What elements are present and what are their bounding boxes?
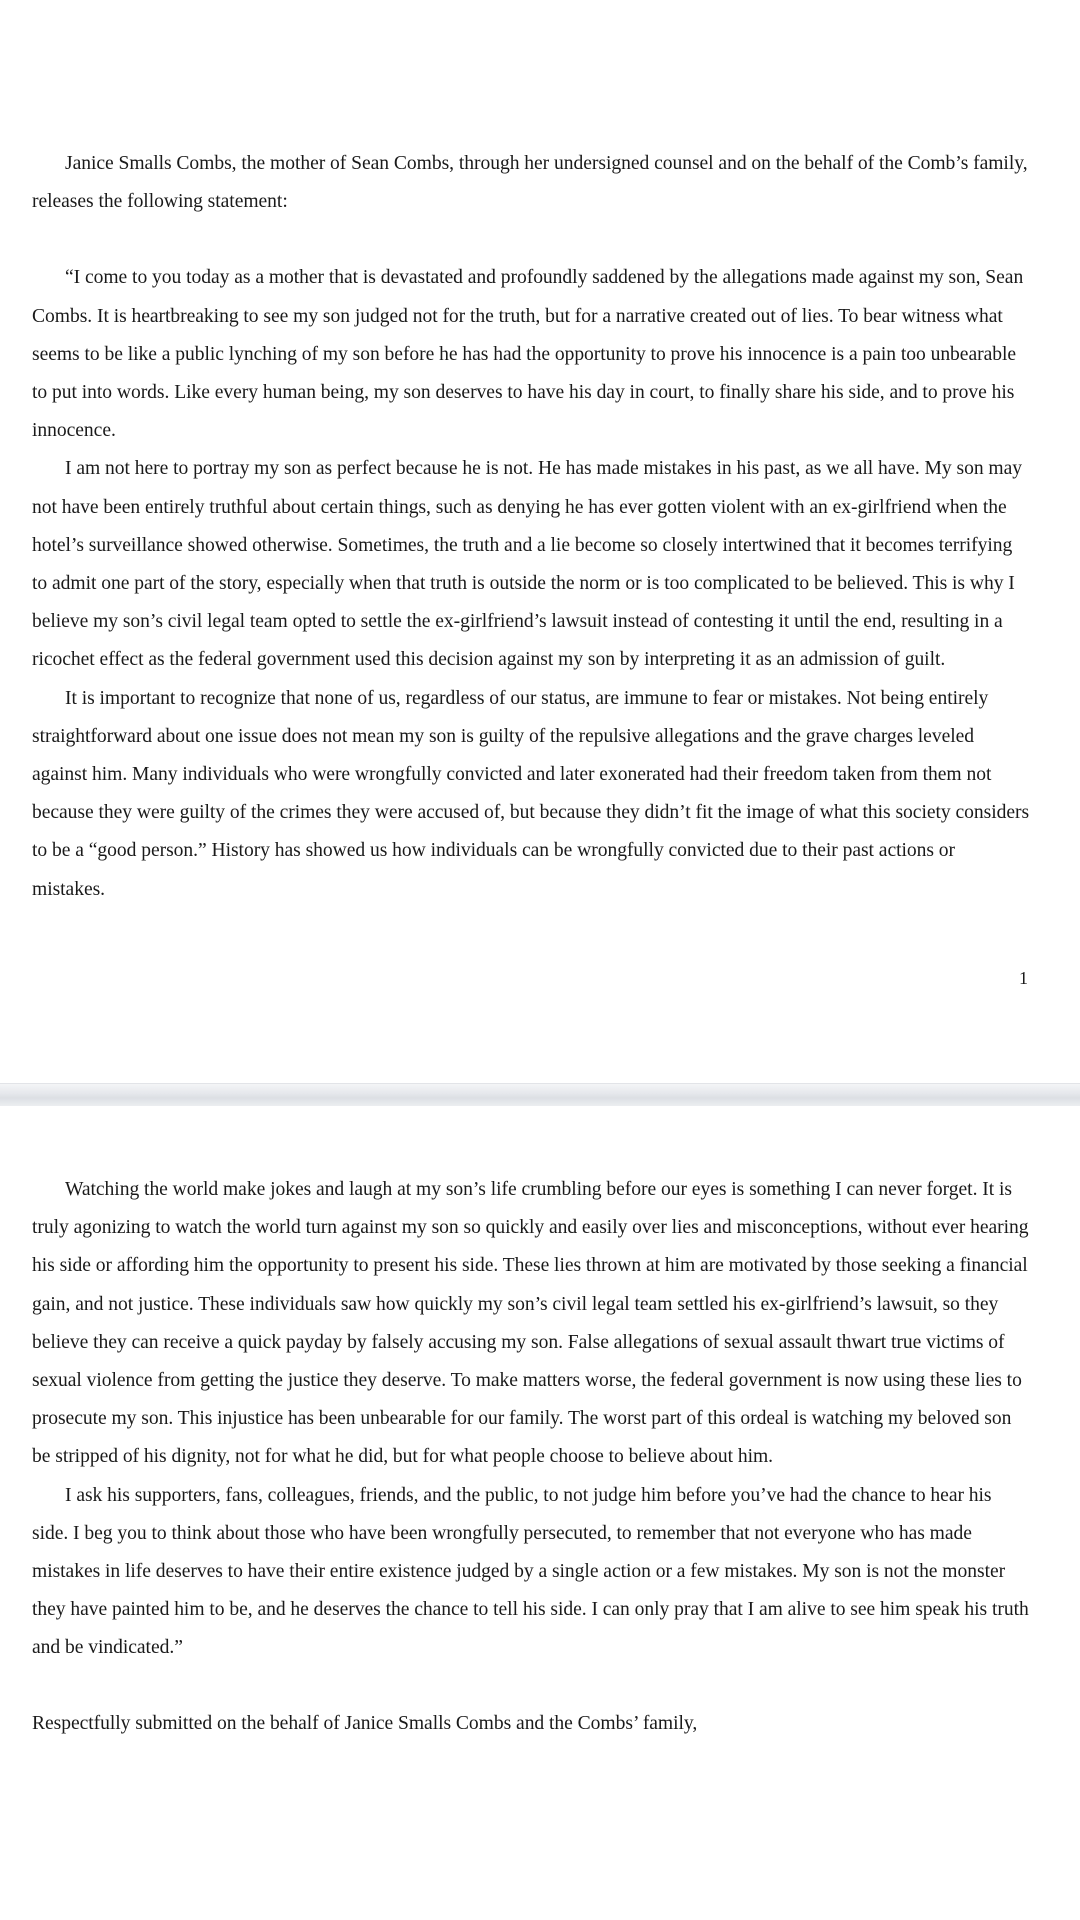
- page-1-body: [32, 145, 1032, 909]
- intro-paragraph: Janice Smalls Combs, the mother of Sean Combs, through her undersigned counsel and on the behalf of the Comb’s family, releases the following statement:: [32, 153, 1028, 213]
- page-number: 1: [1019, 968, 1028, 988]
- document-page-2: [0, 1106, 1080, 1920]
- statement-paragraph-1: “I come to you today as a mother that is devastated and profoundly saddened by the allegations made against my son, Sean Combs. It is heartbreaking to see my son judged not for the truth, but for a narrative created out of lies. To bear witness what seems to be like a public lynching of my son before he has had the opportunity to prove his innocence is a pain too unbearable to put into words. Like every human being, my son deserves to have his day in court, to finally share his side, and to prove his innocence.: [32, 267, 1024, 442]
- page-2-body: [32, 1171, 1032, 1743]
- statement-paragraph-5: I ask his supporters, fans, colleagues, friends, and the public, to not judge him before you’ve had the chance to hear his side. I beg you to think about those who have been wrongfully persecuted, to remember that not everyone who has made mistakes in life deserves to have their entire existence judged by a single action or a few mistakes. My son is not the monster they have painted him to be, and he deserves the chance to tell his side. I can only pray that I am alive to see him speak his truth and be vindicated.”: [32, 1484, 1029, 1659]
- closing-line: Respectfully submitted on the behalf of Janice Smalls Combs and the Combs’ family,: [32, 1712, 698, 1734]
- statement-paragraph-3: It is important to recognize that none of us, regardless of our status, are immune to fear or mistakes. Not being entirely straightforward about one issue does not mean my son is guilty of the repulsive allegations and the grave charges leveled against him. Many individuals who were wrongfully convicted and later exonerated had their freedom taken from them not because they were guilty of the crimes they were accused of, but because they didn’t fit the image of what this society considers to be a “good person.” History has showed us how individuals can be wrongfully convicted due to their past actions or mistakes.: [32, 687, 1030, 900]
- page-separator: [0, 1083, 1080, 1108]
- statement-paragraph-2: I am not here to portray my son as perfect because he is not. He has made mistakes in his past, as we all have. My son may not have been entirely truthful about certain things, such as denying he has ever gotten violent with an ex-girlfriend when the hotel’s surveillance showed otherwise. Sometimes, the truth and a lie become so closely intertwined that it becomes terrifying to admit one part of the story, especially when that truth is outside the norm or is too complicated to be believed. This is why I believe my son’s civil legal team opted to settle the ex-girlfriend’s lawsuit instead of contesting it until the end, resulting in a ricochet effect as the federal government used this decision against my son by interpreting it as an admission of guilt.: [32, 458, 1022, 671]
- statement-paragraph-4: Watching the world make jokes and laugh at my son’s life crumbling before our eyes is something I can never forget. It is truly agonizing to watch the world turn against my son so quickly and easily over lies and misconceptions, without ever hearing his side or affording him the opportunity to present his side. These lies thrown at him are motivated by those seeking a financial gain, and not justice. These individuals saw how quickly my son’s civil legal team settled his ex-girlfriend’s lawsuit, so they believe they can receive a quick payday by falsely accusing my son. False allegations of sexual assault thwart true victims of sexual violence from getting the justice they deserve. To make matters worse, the federal government is now using these lies to prosecute my son. This injustice has been unbearable for our family. The worst part of this ordeal is watching my beloved son be stripped of his dignity, not for what he did, but for what people choose to believe about him.: [32, 1179, 1029, 1468]
